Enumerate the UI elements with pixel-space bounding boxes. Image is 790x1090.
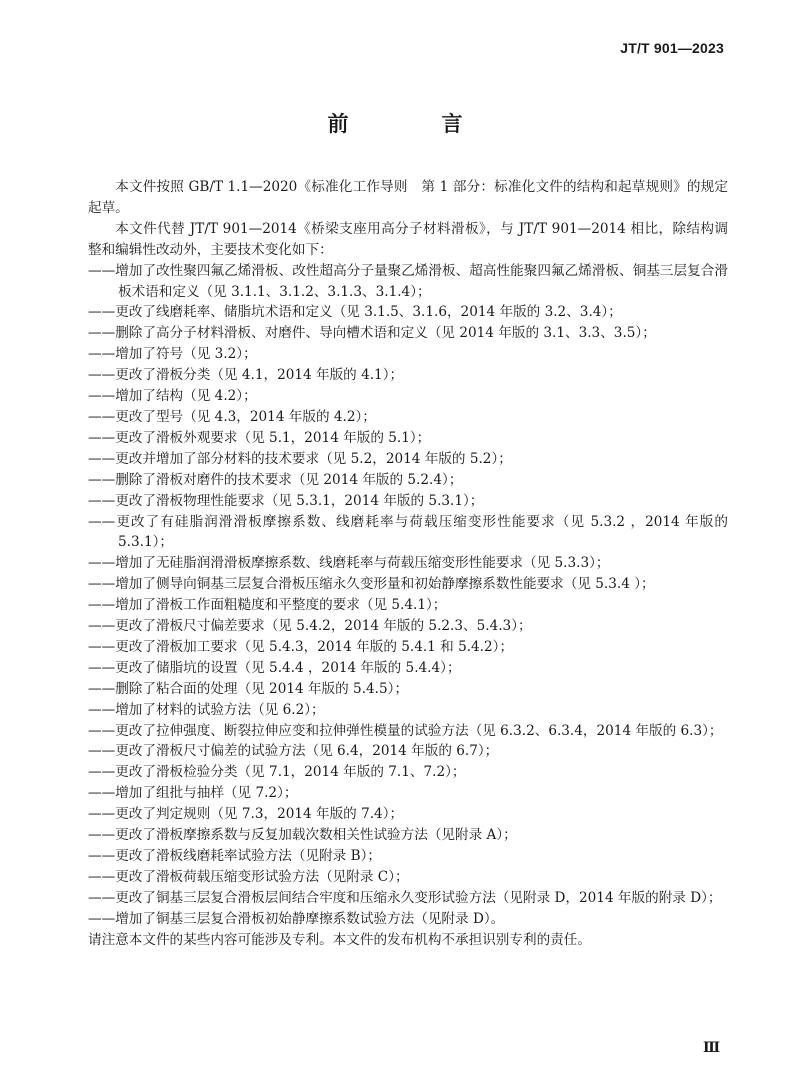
change-list-item: ——更改并增加了部分材料的技术要求（见 5.2，2014 年版的 5.2）； [88,450,512,467]
change-list-item: ——更改了滑板摩擦系数与反复加载次数相关性试验方法（见附录 A）； [88,827,517,844]
document-code: JT/T 901—2023 [620,40,724,56]
change-list-item: ——更改了滑板尺寸偏差的试验方法（见 6.4，2014 年版的 6.7）； [88,743,499,760]
change-list-item: ——更改了铜基三层复合滑板层间结合牢度和压缩永久变形试验方法（见附录 D，2014 年版的附录 D）； [88,889,722,906]
intro-paragraph-replacement: 本文件代替 JT/T 901—2014《桥梁支座用高分子材料滑板》，与 JT/T 901—2014 相比，除结构调整和编辑性改动外，主要技术变化如下： [88,220,728,258]
intro-paragraph-drafting: 本文件按照 GB/T 1.1—2020《标准化工作导则 第 1 部分：标准化文件的结构和起草规则》的规定起草。 [88,179,728,216]
change-list-item: ——更改了滑板尺寸偏差要求（见 5.4.2，2014 年版的 5.2.3、5.4.3）； [88,618,532,635]
change-list-item: ——更改了滑板加工要求（见 5.4.3，2014 年版的 5.4.1 和 5.4.2）； [88,638,514,655]
change-list-item: ——删除了高分子材料滑板、对磨件、导向槽术语和定义（见 2014 年版的 3.1、3.3、3.5）； [88,325,656,342]
page-title: 前 言 [327,112,499,136]
change-list-item: ——增加了结构（见 4.2）； [88,388,257,405]
patent-notice: 请注意本文件的某些内容可能涉及专利。本文件的发布机构不承担识别专利的责任。 [88,931,591,948]
change-list-item: ——增加了改性聚四氟乙烯滑板、改性超高分子量聚乙烯滑板、超高性能聚四氟乙烯滑板、铜基三层复合滑板术语和定义（见 3.1.1、3.1.2、3.1.3、3.1.4）； [88,262,728,300]
change-list-item: ——删除了粘合面的处理（见 2014 年版的 5.4.5）； [88,680,409,697]
change-list-item: ——更改了储脂坑的设置（见 5.4.4 ，2014 年版的 5.4.4）； [88,659,461,676]
change-list-item: ——增加了组批与抽样（见 7.2）； [88,785,298,802]
change-list-item: ——删除了滑板对磨件的技术要求（见 2014 年版的 5.2.4）； [88,471,463,488]
change-list-item: ——更改了判定规则（见 7.3，2014 年版的 7.4）； [88,806,404,823]
change-list-item: ——更改了滑板检验分类（见 7.1，2014 年版的 7.1、7.2）； [88,764,466,781]
page-number: Ⅲ [702,1040,720,1056]
change-list-item: ——增加了滑板工作面粗糙度和平整度的要求（见 5.4.1）； [88,597,447,614]
change-list-item: ——更改了有硅脂润滑滑板摩擦系数、线磨耗率与荷载压缩变形性能要求（见 5.3.2 ，2014 年版的 5.3.1）； [88,513,728,551]
change-list-item: ——增加了无硅脂润滑滑板摩擦系数、线磨耗率与荷载压缩变形性能要求（见 5.3.3）； [88,555,610,572]
change-list-item: ——更改了滑板荷载压缩变形试验方法（见附录 C）； [88,868,409,885]
change-list-item: ——更改了型号（见 4.3，2014 年版的 4.2）； [88,408,376,425]
change-list-item: ——更改了滑板物理性能要求（见 5.3.1，2014 年版的 5.3.1）； [88,492,484,509]
change-list-item: ——更改了滑板分类（见 4.1，2014 年版的 4.1）； [88,367,404,384]
change-list-item: ——增加了铜基三层复合滑板初始静摩擦系数试验方法（见附录 D）。 [88,910,505,927]
change-list-item: ——增加了符号（见 3.2）； [88,346,257,363]
change-list-item: ——更改了滑板线磨耗率试验方法（见附录 B）； [88,848,381,864]
change-list-item: ——更改了拉伸强度、断裂拉伸应变和拉伸弹性模量的试验方法（见 6.3.2、6.3.4，2014 年版的 6.3）； [88,722,723,739]
change-list-item: ——更改了线磨耗率、储脂坑术语和定义（见 3.1.5、3.1.6，2014 年版的 3.2、3.4）； [88,304,622,321]
changes-list [88,261,728,930]
change-list-item: ——增加了材料的试验方法（见 6.2）； [88,701,325,718]
change-list-item: ——更改了滑板外观要求（见 5.1，2014 年版的 5.1）； [88,429,431,446]
change-list-item: ——增加了侧导向铜基三层复合滑板压缩永久变形量和初始静摩擦系数性能要求（见 5.3.4 ）； [88,576,655,593]
document-body [88,177,728,951]
